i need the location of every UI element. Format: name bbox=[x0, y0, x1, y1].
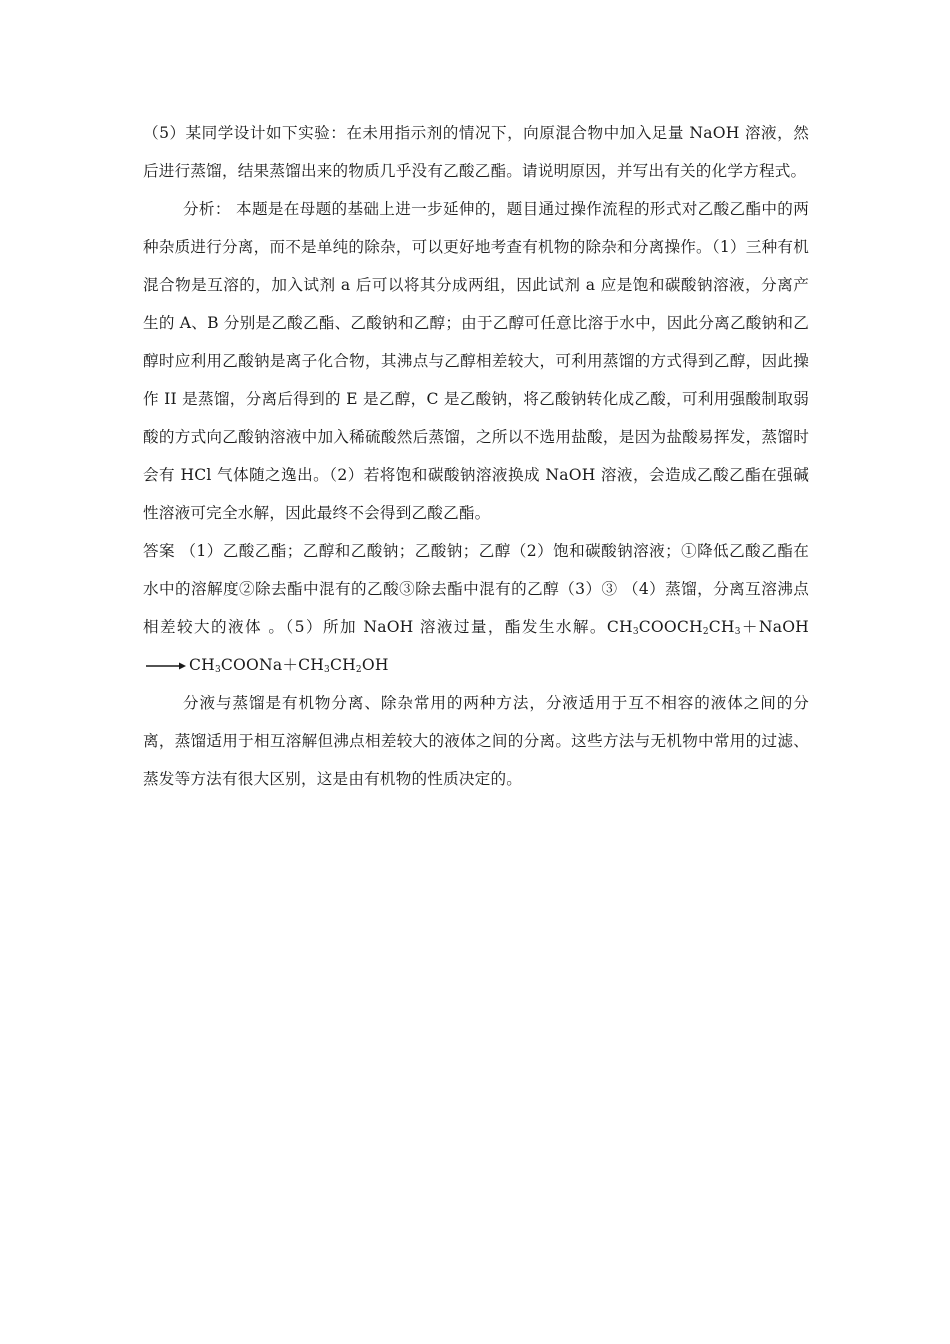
reaction-arrow-icon bbox=[146, 661, 186, 671]
question-5: （5）某同学设计如下实验：在未用指示剂的情况下，向原混合物中加入足量 NaOH 溶液，然后进行蒸馏，结果蒸馏出来的物质几乎没有乙酸乙酯。请说明原因，并写出有关的化学方程式。 bbox=[143, 124, 809, 180]
summary-paragraph: 分液与蒸馏是有机物分离、除杂常用的两种方法，分液适用于互不相容的液体之间的分离，蒸馏适用于相互溶解但沸点相差较大的液体之间的分离。这些方法与无机物中常用的过滤、蒸发等方法有很大区别，这是由有机物的性质决定的。 bbox=[143, 694, 809, 788]
chemical-equation: $CH_3COOCH_2CH_3+NaOHCH_3COONa+CH_3CH_2OH$ bbox=[143, 618, 809, 674]
answer-text: 答案 （1）乙酸乙酯；乙醇和乙酸钠；乙酸钠；乙醇（2）饱和碳酸钠溶液；①降低乙酸乙酯在水中的溶解度②除去酯中混有的乙酸③除去酯中混有的乙醇（3）③ （4）蒸馏，分离互溶沸点相差较大的液体 。（5）所加 NaOH 溶液过量，酯发生水解。 bbox=[143, 542, 809, 636]
document-body bbox=[143, 114, 809, 798]
answer-paragraph bbox=[143, 532, 809, 684]
analysis-paragraph: 分析： 本题是在母题的基础上进一步延伸的，题目通过操作流程的形式对乙酸乙酯中的两种杂质进行分离，而不是单纯的除杂，可以更好地考查有机物的除杂和分离操作。（1）三种有机混合物是互溶的，加入试剂 a 后可以将其分成两组，因此试剂 a 应是饱和碳酸钠溶液，分离产生的 A、B 分别是乙酸乙酯、乙酸钠和乙醇；由于乙醇可任意比溶于水中，因此分离乙酸钠和乙醇时应利用乙酸钠是离子化合物，其沸点与乙醇相差较大，可利用蒸馏的方式得到乙醇，因此操作 II 是蒸馏，分离后得到的 E 是乙醇，C 是乙酸钠，将乙酸钠转化成乙酸，可利用强酸制取弱酸的方式向乙酸钠溶液中加入稀硫酸然后蒸馏，之所以不选用盐酸，是因为盐酸易挥发，蒸馏时会有 HCl 气体随之逸出。（2）若将饱和碳酸钠溶液换成 NaOH 溶液，会造成乙酸乙酯在强碱性溶液可完全水解，因此最终不会得到乙酸乙酯。 bbox=[143, 200, 809, 522]
